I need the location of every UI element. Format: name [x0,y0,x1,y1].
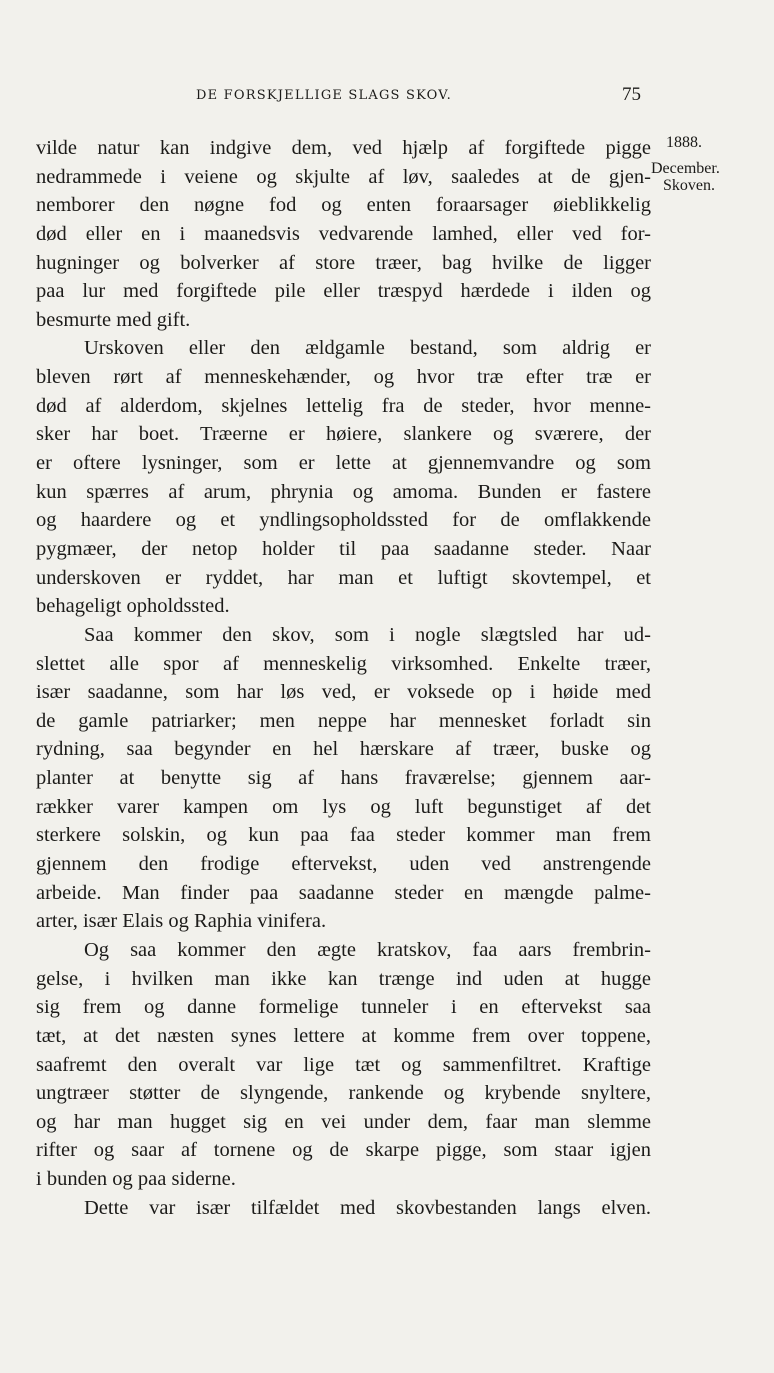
text-line: rækker varer kampen om lys og luft begunstiget af det [36,795,651,818]
margin-note-month: December. [651,160,720,177]
text-line: Urskoven eller den ældgamle bestand, som aldrig er [84,337,651,360]
text-line: gelse, i hvilken man ikke kan trænge ind uden at hugge [36,967,651,990]
text-line: nemborer den nøgne fod og enten foraarsager øieblikkelig [36,194,651,217]
text-line: er oftere lysninger, som er lette at gjennemvandre og som [36,452,651,475]
text-line: især saadanne, som har løs ved, er voksede op i høide med [36,681,651,704]
text-line: arbeide. Man finder paa saadanne steder en mængde palme- [36,881,651,904]
text-line: underskoven er ryddet, har man et luftigt skovtempel, et [36,566,651,589]
text-line: ungtræer støtter de slyngende, rankende og krybende snyltere, [36,1082,651,1105]
text-line: vilde natur kan indgive dem, ved hjælp af forgiftede pigge [36,137,651,159]
text-line: bleven rørt af menneskehænder, og hvor træ efter træ er [36,366,651,389]
text-line: i bunden og paa siderne. [36,1168,236,1191]
text-line: død eller en i maanedsvis vedvarende lamhed, eller ved for- [36,222,651,245]
text-line: og haardere og et yndlingsopholdssted for de omflakkende [36,509,651,532]
text-line: pygmæer, der netop holder til paa saadanne steder. Naar [36,537,651,560]
text-line: slettet alle spor af menneskelig virksomhed. Enkelte træer, [36,652,651,675]
text-line: Dette var især tilfældet med skovbestanden langs elven. [84,1196,651,1219]
text-line: Saa kommer den skov, som i nogle slægtsled har ud- [84,623,651,646]
text-line: rydning, saa begynder en hel hærskare af træer, buske og [36,738,651,761]
text-line: nedrammede i veiene og skjulte af løv, saaledes at de gjen- [36,165,651,188]
text-line: paa lur med forgiftede pile eller træspyd hærdede i ilden og [36,280,651,303]
body-text [36,134,651,1222]
text-line: og har man hugget sig en vei under dem, faar man slemme [36,1110,651,1133]
text-line: arter, især Elais og Raphia vinifera. [36,910,327,933]
text-line: sker har boet. Træerne er høiere, slankere og sværere, der [36,423,651,446]
text-line: tæt, at det næsten synes lettere at komme frem over toppene, [36,1024,651,1047]
text-line: Og saa kommer den ægte kratskov, faa aars frembrin- [84,938,651,961]
text-line: behageligt opholdssted. [36,595,230,618]
text-line: rifter og saar af tornene og de skarpe pigge, som staar igjen [36,1139,651,1162]
text-line: sig frem og danne formelige tunneler i en eftervekst saa [36,996,651,1019]
text-line: sterkere solskin, og kun paa faa steder kommer man frem [36,824,651,847]
margin-note-year: 1888. [666,134,702,151]
text-line: saafremt den overalt var lige tæt og sammenfiltret. Kraftige [36,1053,651,1076]
page-number: 75 [622,84,641,105]
running-head: DE FORSKJELLIGE SLAGS SKOV. [196,88,452,103]
text-line: død af alderdom, skjelnes lettelig fra de steder, hvor menne- [36,394,651,417]
text-line: hugninger og bolverker af store træer, bag hvilke de ligger [36,251,651,274]
text-line: de gamle patriarker; men neppe har mennesket forladt sin [36,709,651,732]
text-line: besmurte med gift. [36,308,191,331]
text-line: planter at benytte sig af hans fraværelse; gjennem aar- [36,767,651,790]
text-line: kun spærres af arum, phrynia og amoma. Bunden er fastere [36,480,651,503]
text-line: gjennem den frodige eftervekst, uden ved anstrengende [36,853,651,876]
margin-note-topic: Skoven. [663,177,715,194]
